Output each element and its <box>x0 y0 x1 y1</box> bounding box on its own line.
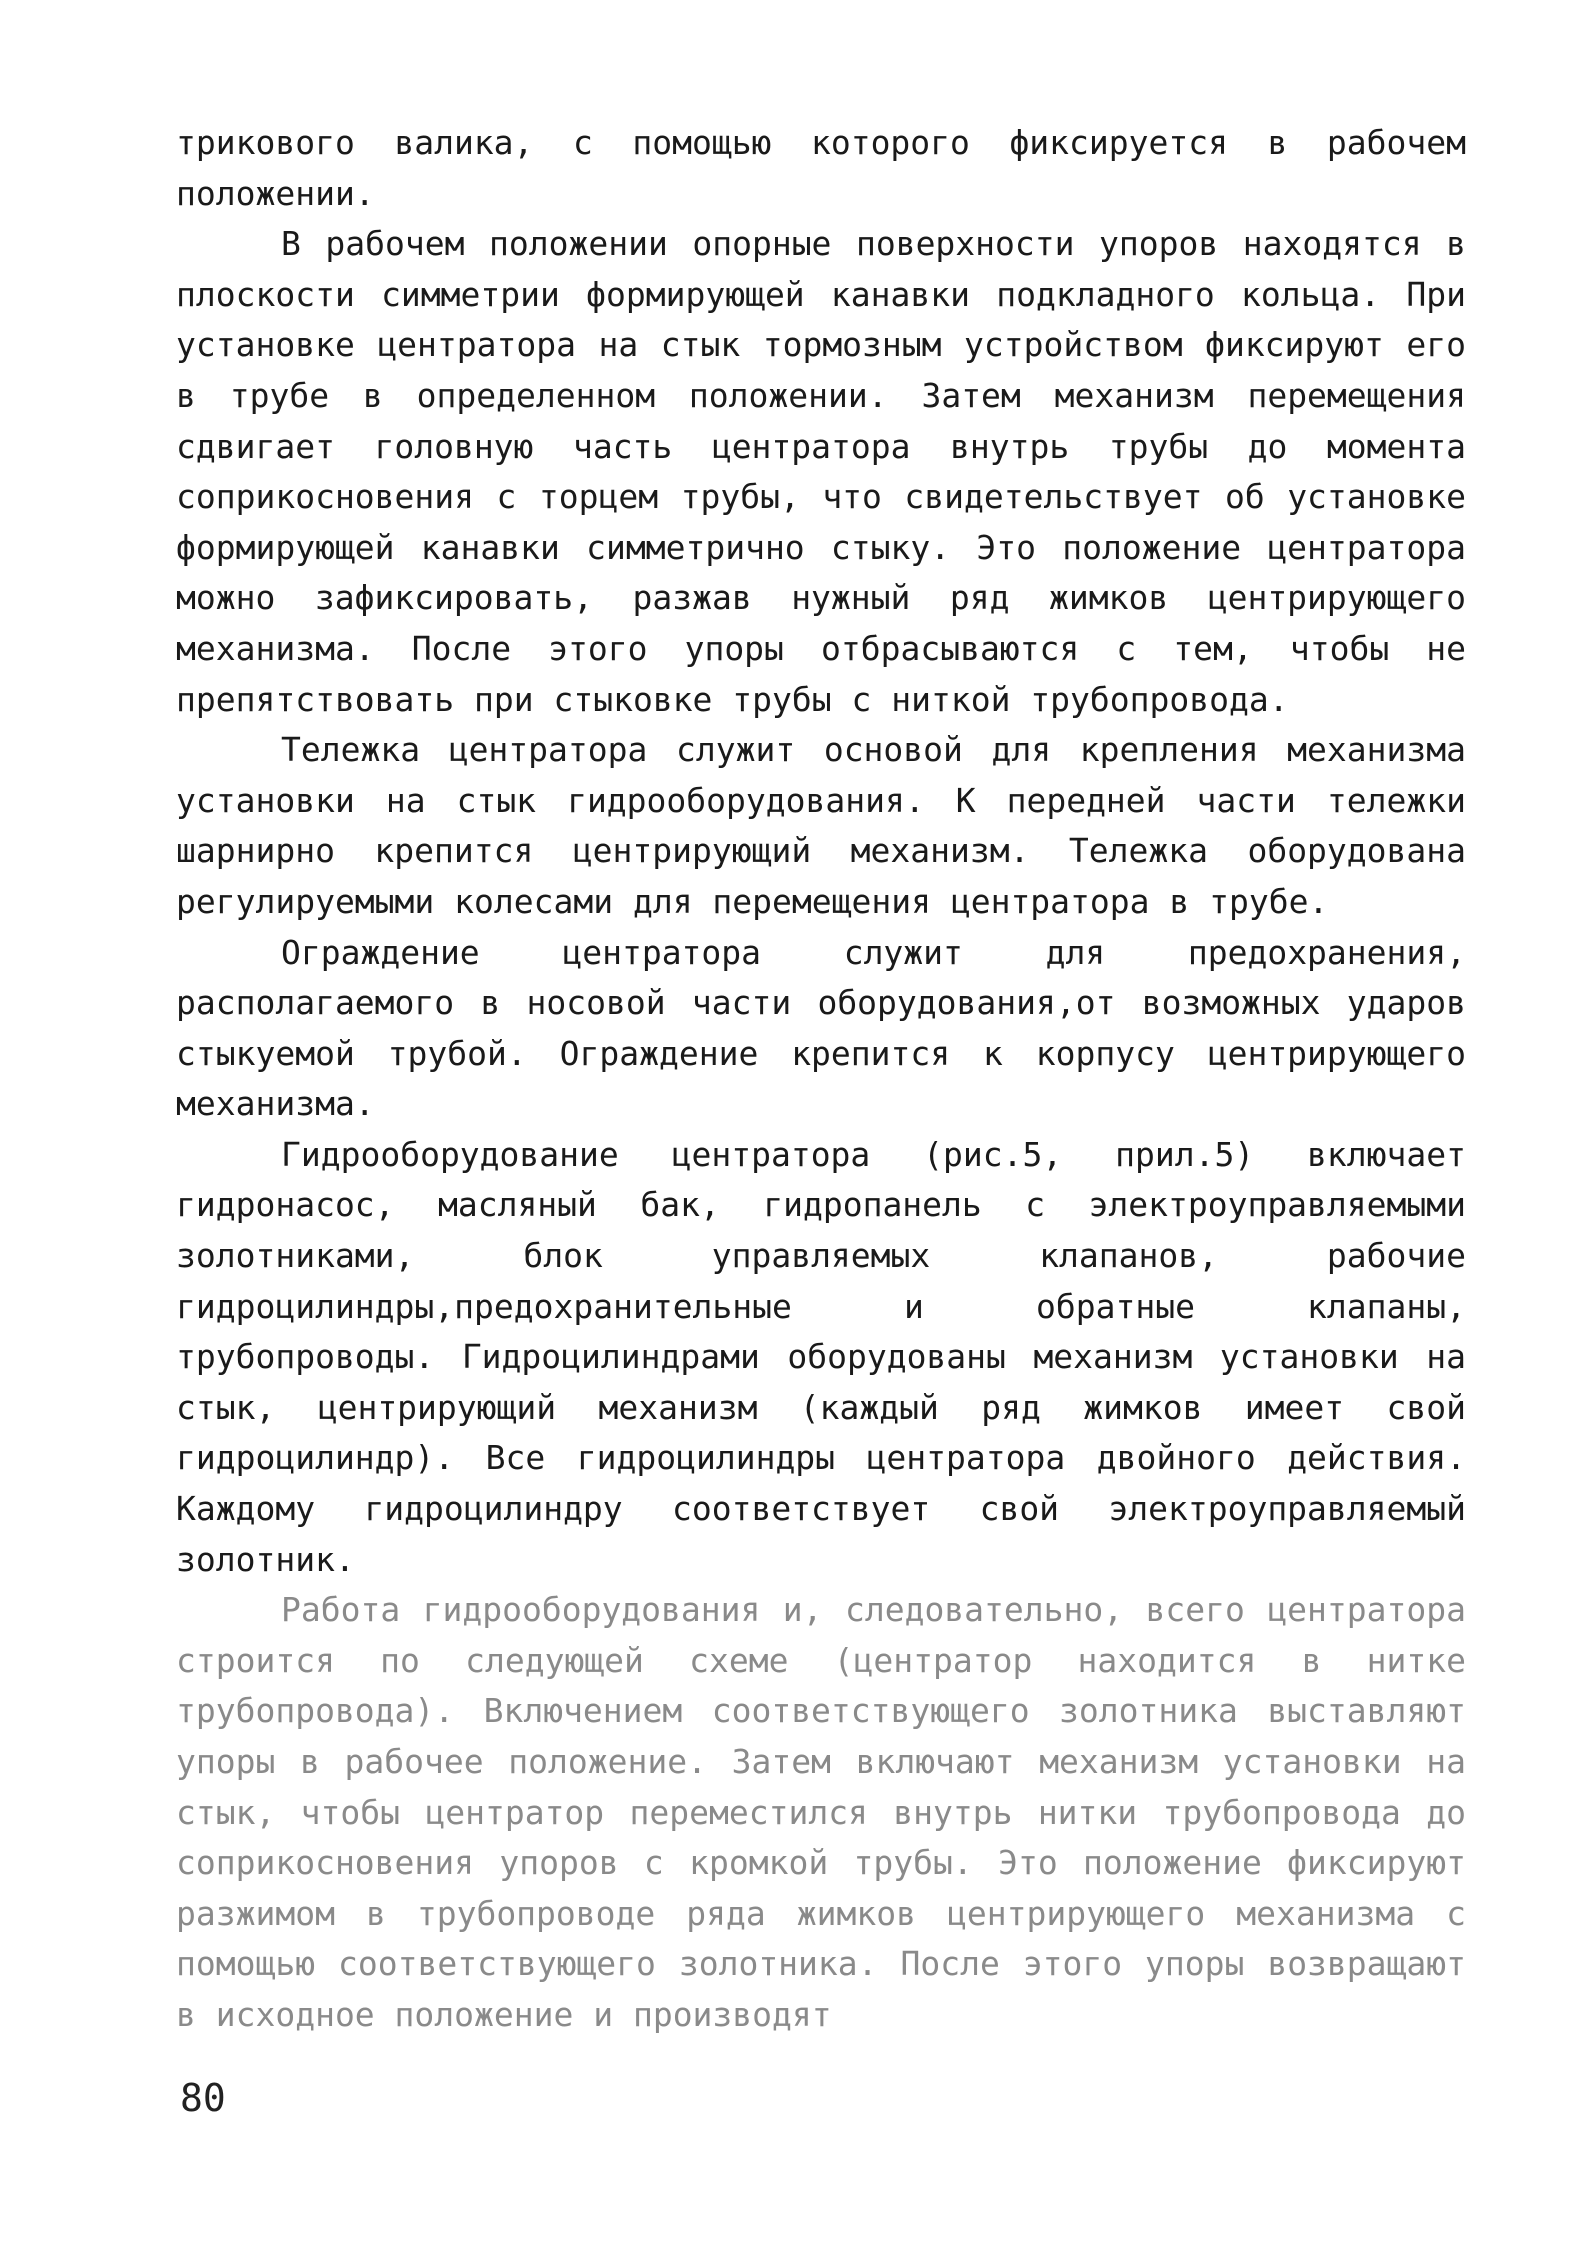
paragraph-guard: Ограждение центратора служит для предохранения, располагаемого в носовой части оборудования,от возможных ударов стыкуемой трубой. Ограждение крепится к корпусу центрирующего механизма. <box>176 932 1466 1124</box>
body-text <box>176 118 1466 2041</box>
paragraph-working-position: В рабочем положении опорные поверхности упоров находятся в плоскости симметрии формирующей канавки подкладного кольца. При установке центратора на стык тормозным устройством фиксируют его в трубе в определенном положении. Затем механизм перемещения сдвигает головную часть центратора внутрь трубы до момента соприкосновения с торцем трубы, что свидетельствует об установке формирующей канавки симметрично стыку. Это положение центратора можно зафиксировать, разжав нужный ряд жимков центрирующего механизма. После этого упоры отбрасываются с тем, чтобы не препятствовать при стыковке трубы с ниткой трубопровода. <box>176 224 1466 719</box>
paragraph-trolley: Тележка центратора служит основой для крепления механизма установки на стык гидрооборудования. К передней части тележки шарнирно крепится центрирующий механизм. Тележка оборудована регулируемыми колесами для перемещения центратора в трубе. <box>176 730 1466 921</box>
paragraph-continuation: трикового валика, с помощью которого фиксируется в рабочем положении. <box>176 123 1466 213</box>
page-number: 80 <box>180 2076 226 2120</box>
paragraph-operation: Работа гидрооборудования и, следовательно, всего центратора строится по следующей схеме (центратор находится в нитке трубопровода). Включением соответствующего золотника выставляют упоры в рабочее положение. Затем включают механизм установки на стык, чтобы центратор переместился внутрь нитки трубопровода до соприкосновения упоров с кромкой трубы. Это положение фиксируют разжимом в трубопроводе ряда жимков центрирующего механизма с помощью соответствующего золотника. После этого упоры возвращают в исходное положение и производят <box>176 1590 1466 2034</box>
paragraph-hydraulics: Гидрооборудование центратора (рис.5, прил.5) включает гидронасос, масляный бак, гидропанель с электроуправляемыми золотниками, блок управляемых клапанов, рабочие гидроцилиндры,предохранительные и обратные клапаны, трубопроводы. Гидроцилиндрами оборудованы механизм установки на стык, центрирующий механизм (каждый ряд жимков имеет свой гидроцилиндр). Все гидроцилиндры центратора двойного действия. Каждому гидроцилиндру соответствует свой электроуправляемый золотник. <box>176 1134 1466 1579</box>
